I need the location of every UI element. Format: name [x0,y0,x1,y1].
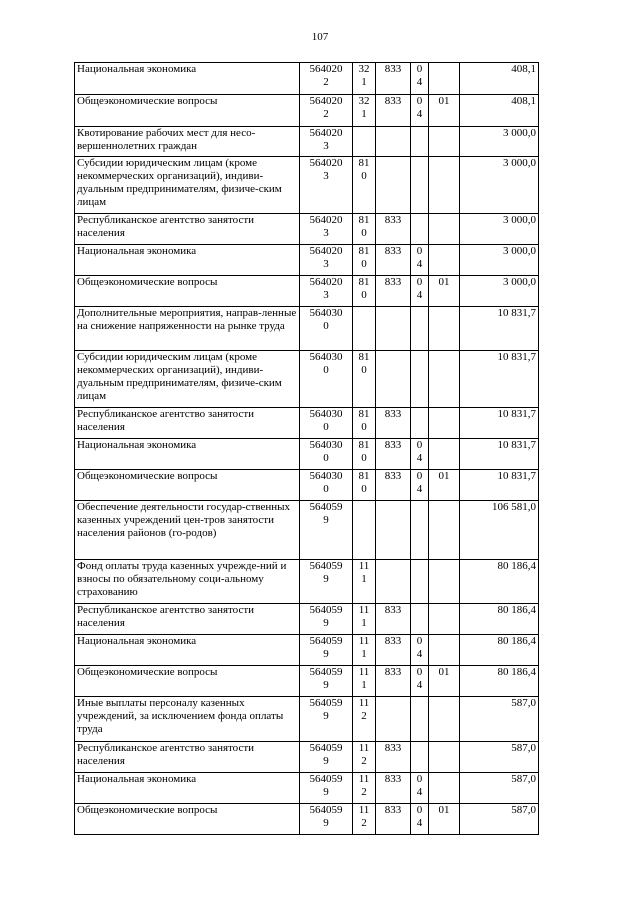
row-expense-type-cell-text: 111 [358,560,370,585]
row-target-code-cell-text: 5640203 [309,127,343,152]
row-amount-cell-text: 3 000,0 [503,127,536,139]
row-target-code-cell-text: 5640202 [309,95,343,120]
row-target-code-cell-text: 5640599 [309,804,343,829]
table-row [75,560,539,604]
row-amount-cell [460,697,539,742]
row-expense-type-cell-text: 810 [358,276,370,301]
row-name-cell-text: Общеэкономические вопросы [77,470,218,482]
row-expense-type-cell-text: 810 [358,245,370,270]
row-target-code-cell-text: 5640300 [309,307,343,332]
row-administrator-cell-text: 833 [384,742,402,754]
row-name-cell-text: Общеэкономические вопросы [77,804,218,816]
row-section-cell [411,666,429,697]
row-subsection-cell [429,63,460,95]
row-subsection-cell [429,351,460,408]
row-expense-type-cell [353,604,376,635]
row-administrator-cell-text: 833 [384,804,402,816]
row-expense-type-cell-text: 321 [358,63,370,88]
table-row [75,501,539,560]
row-section-cell-text: 04 [416,245,423,270]
row-expense-type-cell [353,245,376,276]
row-administrator-cell [376,351,411,408]
table-row [75,635,539,666]
table-row [75,408,539,439]
row-target-code-cell-text: 5640300 [309,439,343,464]
table-row [75,773,539,804]
row-subsection-cell [429,560,460,604]
row-amount-cell-text: 106 581,0 [492,501,536,513]
row-section-cell-text: 04 [416,95,423,120]
row-amount-cell-text: 587,0 [511,804,536,816]
row-target-code-cell [300,127,353,157]
table-row [75,804,539,835]
row-administrator-cell [376,666,411,697]
row-target-code-cell [300,804,353,835]
row-name-cell [75,63,300,95]
row-name-cell-text: Национальная экономика [77,63,197,75]
table-row [75,697,539,742]
row-name-cell-text: Национальная экономика [77,245,197,257]
row-amount-cell-text: 10 831,7 [497,408,536,420]
table-row [75,666,539,697]
row-expense-type-cell [353,157,376,214]
row-expense-type-cell [353,697,376,742]
table-row [75,276,539,307]
row-section-cell [411,439,429,470]
row-expense-type-cell [353,276,376,307]
row-name-cell [75,439,300,470]
table-row [75,63,539,95]
row-administrator-cell-text: 833 [384,773,402,785]
row-subsection-cell [429,439,460,470]
row-section-cell [411,560,429,604]
row-section-cell-text: 04 [416,276,423,301]
row-subsection-cell [429,245,460,276]
row-target-code-cell-text: 5640300 [309,351,343,376]
budget-table-body [75,63,539,835]
row-subsection-cell [429,501,460,560]
row-section-cell [411,245,429,276]
row-section-cell [411,697,429,742]
row-subsection-cell [429,697,460,742]
row-administrator-cell [376,804,411,835]
row-name-cell-text: Национальная экономика [77,439,197,451]
row-subsection-cell [429,408,460,439]
row-name-cell-text: Общеэкономические вопросы [77,95,218,107]
row-administrator-cell [376,408,411,439]
row-administrator-cell [376,95,411,127]
row-amount-cell-text: 3 000,0 [503,276,536,288]
row-section-cell [411,351,429,408]
row-name-cell-text: Квотирование рабочих мест для несо-вершеннолетних граждан [77,127,256,152]
row-subsection-cell [429,773,460,804]
row-target-code-cell [300,560,353,604]
row-name-cell [75,635,300,666]
row-amount-cell [460,635,539,666]
row-expense-type-cell-text: 321 [358,95,370,120]
row-amount-cell-text: 587,0 [511,697,536,709]
row-amount-cell [460,604,539,635]
row-subsection-cell-text: 01 [438,804,450,816]
table-row [75,470,539,501]
row-amount-cell [460,307,539,351]
row-target-code-cell [300,408,353,439]
row-expense-type-cell-text: 810 [358,214,370,239]
row-amount-cell [460,560,539,604]
row-name-cell [75,697,300,742]
row-amount-cell [460,63,539,95]
row-amount-cell [460,408,539,439]
row-subsection-cell-text: 01 [438,276,450,288]
row-target-code-cell [300,635,353,666]
row-target-code-cell-text: 5640203 [309,157,343,182]
row-expense-type-cell [353,501,376,560]
row-expense-type-cell [353,773,376,804]
table-row [75,245,539,276]
row-administrator-cell [376,214,411,245]
row-expense-type-cell [353,307,376,351]
row-section-cell-text: 04 [416,439,423,464]
row-expense-type-cell-text: 810 [358,351,370,376]
row-target-code-cell [300,470,353,501]
row-section-cell-text: 04 [416,804,423,829]
row-target-code-cell-text: 5640599 [309,604,343,629]
row-section-cell [411,742,429,773]
row-name-cell [75,95,300,127]
row-target-code-cell-text: 5640599 [309,501,343,526]
row-target-code-cell-text: 5640599 [309,742,343,767]
table-row [75,439,539,470]
row-target-code-cell [300,214,353,245]
row-administrator-cell [376,439,411,470]
row-name-cell [75,501,300,560]
table-row [75,604,539,635]
row-name-cell [75,742,300,773]
row-expense-type-cell [353,408,376,439]
row-expense-type-cell [353,439,376,470]
row-section-cell [411,127,429,157]
row-section-cell [411,501,429,560]
row-section-cell [411,773,429,804]
row-administrator-cell-text: 833 [384,95,402,107]
row-subsection-cell [429,470,460,501]
row-administrator-cell [376,307,411,351]
row-target-code-cell-text: 5640599 [309,666,343,691]
page-number: 107 [311,31,329,43]
row-name-cell [75,666,300,697]
row-name-cell [75,157,300,214]
row-amount-cell-text: 3 000,0 [503,157,536,169]
row-name-cell [75,604,300,635]
row-name-cell-text: Дополнительные мероприятия, направ-ленные на снижение напряженности на рынке труда [77,307,297,332]
row-name-cell [75,351,300,408]
row-name-cell-text: Фонд оплаты труда казенных учрежде-ний и взносы по обязательному соци-альному страхованию [77,560,287,598]
row-target-code-cell [300,351,353,408]
row-name-cell [75,773,300,804]
row-target-code-cell-text: 5640599 [309,773,343,798]
row-target-code-cell [300,773,353,804]
row-subsection-cell [429,157,460,214]
table-row [75,307,539,351]
row-amount-cell [460,127,539,157]
row-amount-cell [460,157,539,214]
row-name-cell-text: Иные выплаты персоналу казенных учреждений, за исключением фонда оплаты труда [77,697,284,735]
row-amount-cell [460,742,539,773]
row-section-cell-text: 04 [416,63,423,88]
row-subsection-cell [429,276,460,307]
row-administrator-cell [376,127,411,157]
row-administrator-cell [376,697,411,742]
row-amount-cell-text: 3 000,0 [503,245,536,257]
table-row [75,95,539,127]
row-administrator-cell-text: 833 [384,439,402,451]
row-amount-cell [460,351,539,408]
row-target-code-cell [300,697,353,742]
table-row [75,157,539,214]
row-administrator-cell-text: 833 [384,214,402,226]
row-expense-type-cell [353,742,376,773]
row-subsection-cell-text: 01 [438,95,450,107]
row-amount-cell [460,214,539,245]
row-section-cell [411,408,429,439]
row-target-code-cell-text: 5640300 [309,470,343,495]
row-amount-cell-text: 587,0 [511,773,536,785]
row-amount-cell-text: 10 831,7 [497,439,536,451]
row-name-cell-text: Республиканское агентство занятости населения [77,742,255,767]
row-amount-cell [460,804,539,835]
row-target-code-cell [300,307,353,351]
row-section-cell [411,635,429,666]
row-expense-type-cell [353,560,376,604]
row-section-cell [411,804,429,835]
row-subsection-cell [429,604,460,635]
row-name-cell [75,245,300,276]
row-section-cell [411,276,429,307]
row-expense-type-cell-text: 111 [358,635,370,660]
row-amount-cell-text: 80 186,4 [497,635,536,647]
table-row [75,127,539,157]
row-administrator-cell-text: 833 [384,245,402,257]
row-subsection-cell [429,635,460,666]
row-expense-type-cell-text: 111 [358,604,370,629]
row-name-cell-text: Общеэкономические вопросы [77,276,218,288]
row-name-cell [75,560,300,604]
row-name-cell [75,214,300,245]
row-expense-type-cell [353,127,376,157]
row-name-cell [75,470,300,501]
row-target-code-cell-text: 5640599 [309,697,343,722]
row-subsection-cell-text: 01 [438,666,450,678]
row-administrator-cell [376,604,411,635]
row-section-cell [411,470,429,501]
row-target-code-cell-text: 5640599 [309,560,343,585]
row-name-cell-text: Республиканское агентство занятости населения [77,214,255,239]
row-target-code-cell [300,666,353,697]
row-amount-cell [460,276,539,307]
row-amount-cell-text: 408,1 [511,63,536,75]
row-administrator-cell-text: 833 [384,666,402,678]
row-amount-cell-text: 10 831,7 [497,470,536,482]
row-expense-type-cell [353,95,376,127]
row-subsection-cell [429,804,460,835]
row-target-code-cell-text: 5640203 [309,276,343,301]
row-administrator-cell-text: 833 [384,635,402,647]
row-name-cell-text: Республиканское агентство занятости населения [77,408,255,433]
row-target-code-cell [300,245,353,276]
row-subsection-cell-text: 01 [438,470,450,482]
row-expense-type-cell-text: 111 [358,666,370,691]
row-target-code-cell [300,501,353,560]
row-name-cell-text: Национальная экономика [77,635,197,647]
row-target-code-cell [300,742,353,773]
row-section-cell [411,95,429,127]
row-amount-cell-text: 10 831,7 [497,307,536,319]
row-section-cell [411,63,429,95]
row-name-cell [75,307,300,351]
row-amount-cell-text: 80 186,4 [497,666,536,678]
row-expense-type-cell [353,635,376,666]
row-name-cell-text: Национальная экономика [77,773,197,785]
row-administrator-cell [376,773,411,804]
table-row [75,742,539,773]
table-row [75,351,539,408]
table-row [75,214,539,245]
row-administrator-cell-text: 833 [384,408,402,420]
row-section-cell-text: 04 [416,635,423,660]
row-administrator-cell [376,63,411,95]
row-section-cell-text: 04 [416,773,423,798]
row-administrator-cell-text: 833 [384,470,402,482]
row-expense-type-cell-text: 112 [358,697,370,722]
row-administrator-cell-text: 833 [384,604,402,616]
row-expense-type-cell [353,351,376,408]
row-target-code-cell [300,276,353,307]
row-amount-cell-text: 3 000,0 [503,214,536,226]
row-amount-cell-text: 80 186,4 [497,560,536,572]
row-amount-cell-text: 80 186,4 [497,604,536,616]
row-subsection-cell [429,666,460,697]
row-target-code-cell-text: 5640203 [309,245,343,270]
row-amount-cell-text: 587,0 [511,742,536,754]
row-administrator-cell [376,157,411,214]
row-name-cell [75,276,300,307]
row-expense-type-cell-text: 810 [358,157,370,182]
row-amount-cell [460,666,539,697]
row-amount-cell [460,773,539,804]
row-section-cell-text: 04 [416,666,423,691]
row-name-cell [75,804,300,835]
row-administrator-cell [376,245,411,276]
row-subsection-cell [429,95,460,127]
row-administrator-cell [376,635,411,666]
row-expense-type-cell-text: 810 [358,408,370,433]
row-expense-type-cell [353,63,376,95]
row-name-cell [75,127,300,157]
row-target-code-cell-text: 5640203 [309,214,343,239]
row-expense-type-cell [353,804,376,835]
row-target-code-cell [300,157,353,214]
row-name-cell-text: Республиканское агентство занятости населения [77,604,255,629]
row-section-cell [411,214,429,245]
row-target-code-cell [300,439,353,470]
row-name-cell-text: Субсидии юридическим лицам (кроме некоммерческих организаций), индиви-дуальным предпринимателям, физиче-ским лицам [77,351,282,402]
row-amount-cell [460,439,539,470]
row-target-code-cell [300,63,353,95]
row-administrator-cell [376,276,411,307]
row-amount-cell [460,95,539,127]
row-amount-cell [460,245,539,276]
row-administrator-cell-text: 833 [384,276,402,288]
row-amount-cell-text: 10 831,7 [497,351,536,363]
row-target-code-cell [300,604,353,635]
row-expense-type-cell-text: 112 [358,773,370,798]
row-name-cell-text: Обеспечение деятельности государ-ственных казенных учреждений цен-тров занятости населения районов (го-родов) [77,501,291,539]
row-subsection-cell [429,127,460,157]
row-expense-type-cell-text: 810 [358,470,370,495]
row-subsection-cell [429,307,460,351]
row-target-code-cell-text: 5640202 [309,63,343,88]
row-expense-type-cell-text: 112 [358,742,370,767]
row-amount-cell-text: 408,1 [511,95,536,107]
row-subsection-cell [429,742,460,773]
row-target-code-cell-text: 5640599 [309,635,343,660]
row-subsection-cell [429,214,460,245]
row-administrator-cell-text: 833 [384,63,402,75]
row-administrator-cell [376,501,411,560]
row-section-cell [411,157,429,214]
row-section-cell [411,307,429,351]
row-target-code-cell-text: 5640300 [309,408,343,433]
row-expense-type-cell-text: 112 [358,804,370,829]
budget-table [74,62,539,835]
row-target-code-cell [300,95,353,127]
row-expense-type-cell [353,666,376,697]
row-administrator-cell [376,742,411,773]
row-name-cell [75,408,300,439]
row-section-cell-text: 04 [416,470,423,495]
row-expense-type-cell [353,214,376,245]
row-expense-type-cell-text: 810 [358,439,370,464]
row-expense-type-cell [353,470,376,501]
row-administrator-cell [376,470,411,501]
row-name-cell-text: Субсидии юридическим лицам (кроме некоммерческих организаций), индиви-дуальным предпринимателям, физиче-ским лицам [77,157,282,208]
row-administrator-cell [376,560,411,604]
row-section-cell [411,604,429,635]
row-amount-cell [460,470,539,501]
row-amount-cell [460,501,539,560]
row-name-cell-text: Общеэкономические вопросы [77,666,218,678]
